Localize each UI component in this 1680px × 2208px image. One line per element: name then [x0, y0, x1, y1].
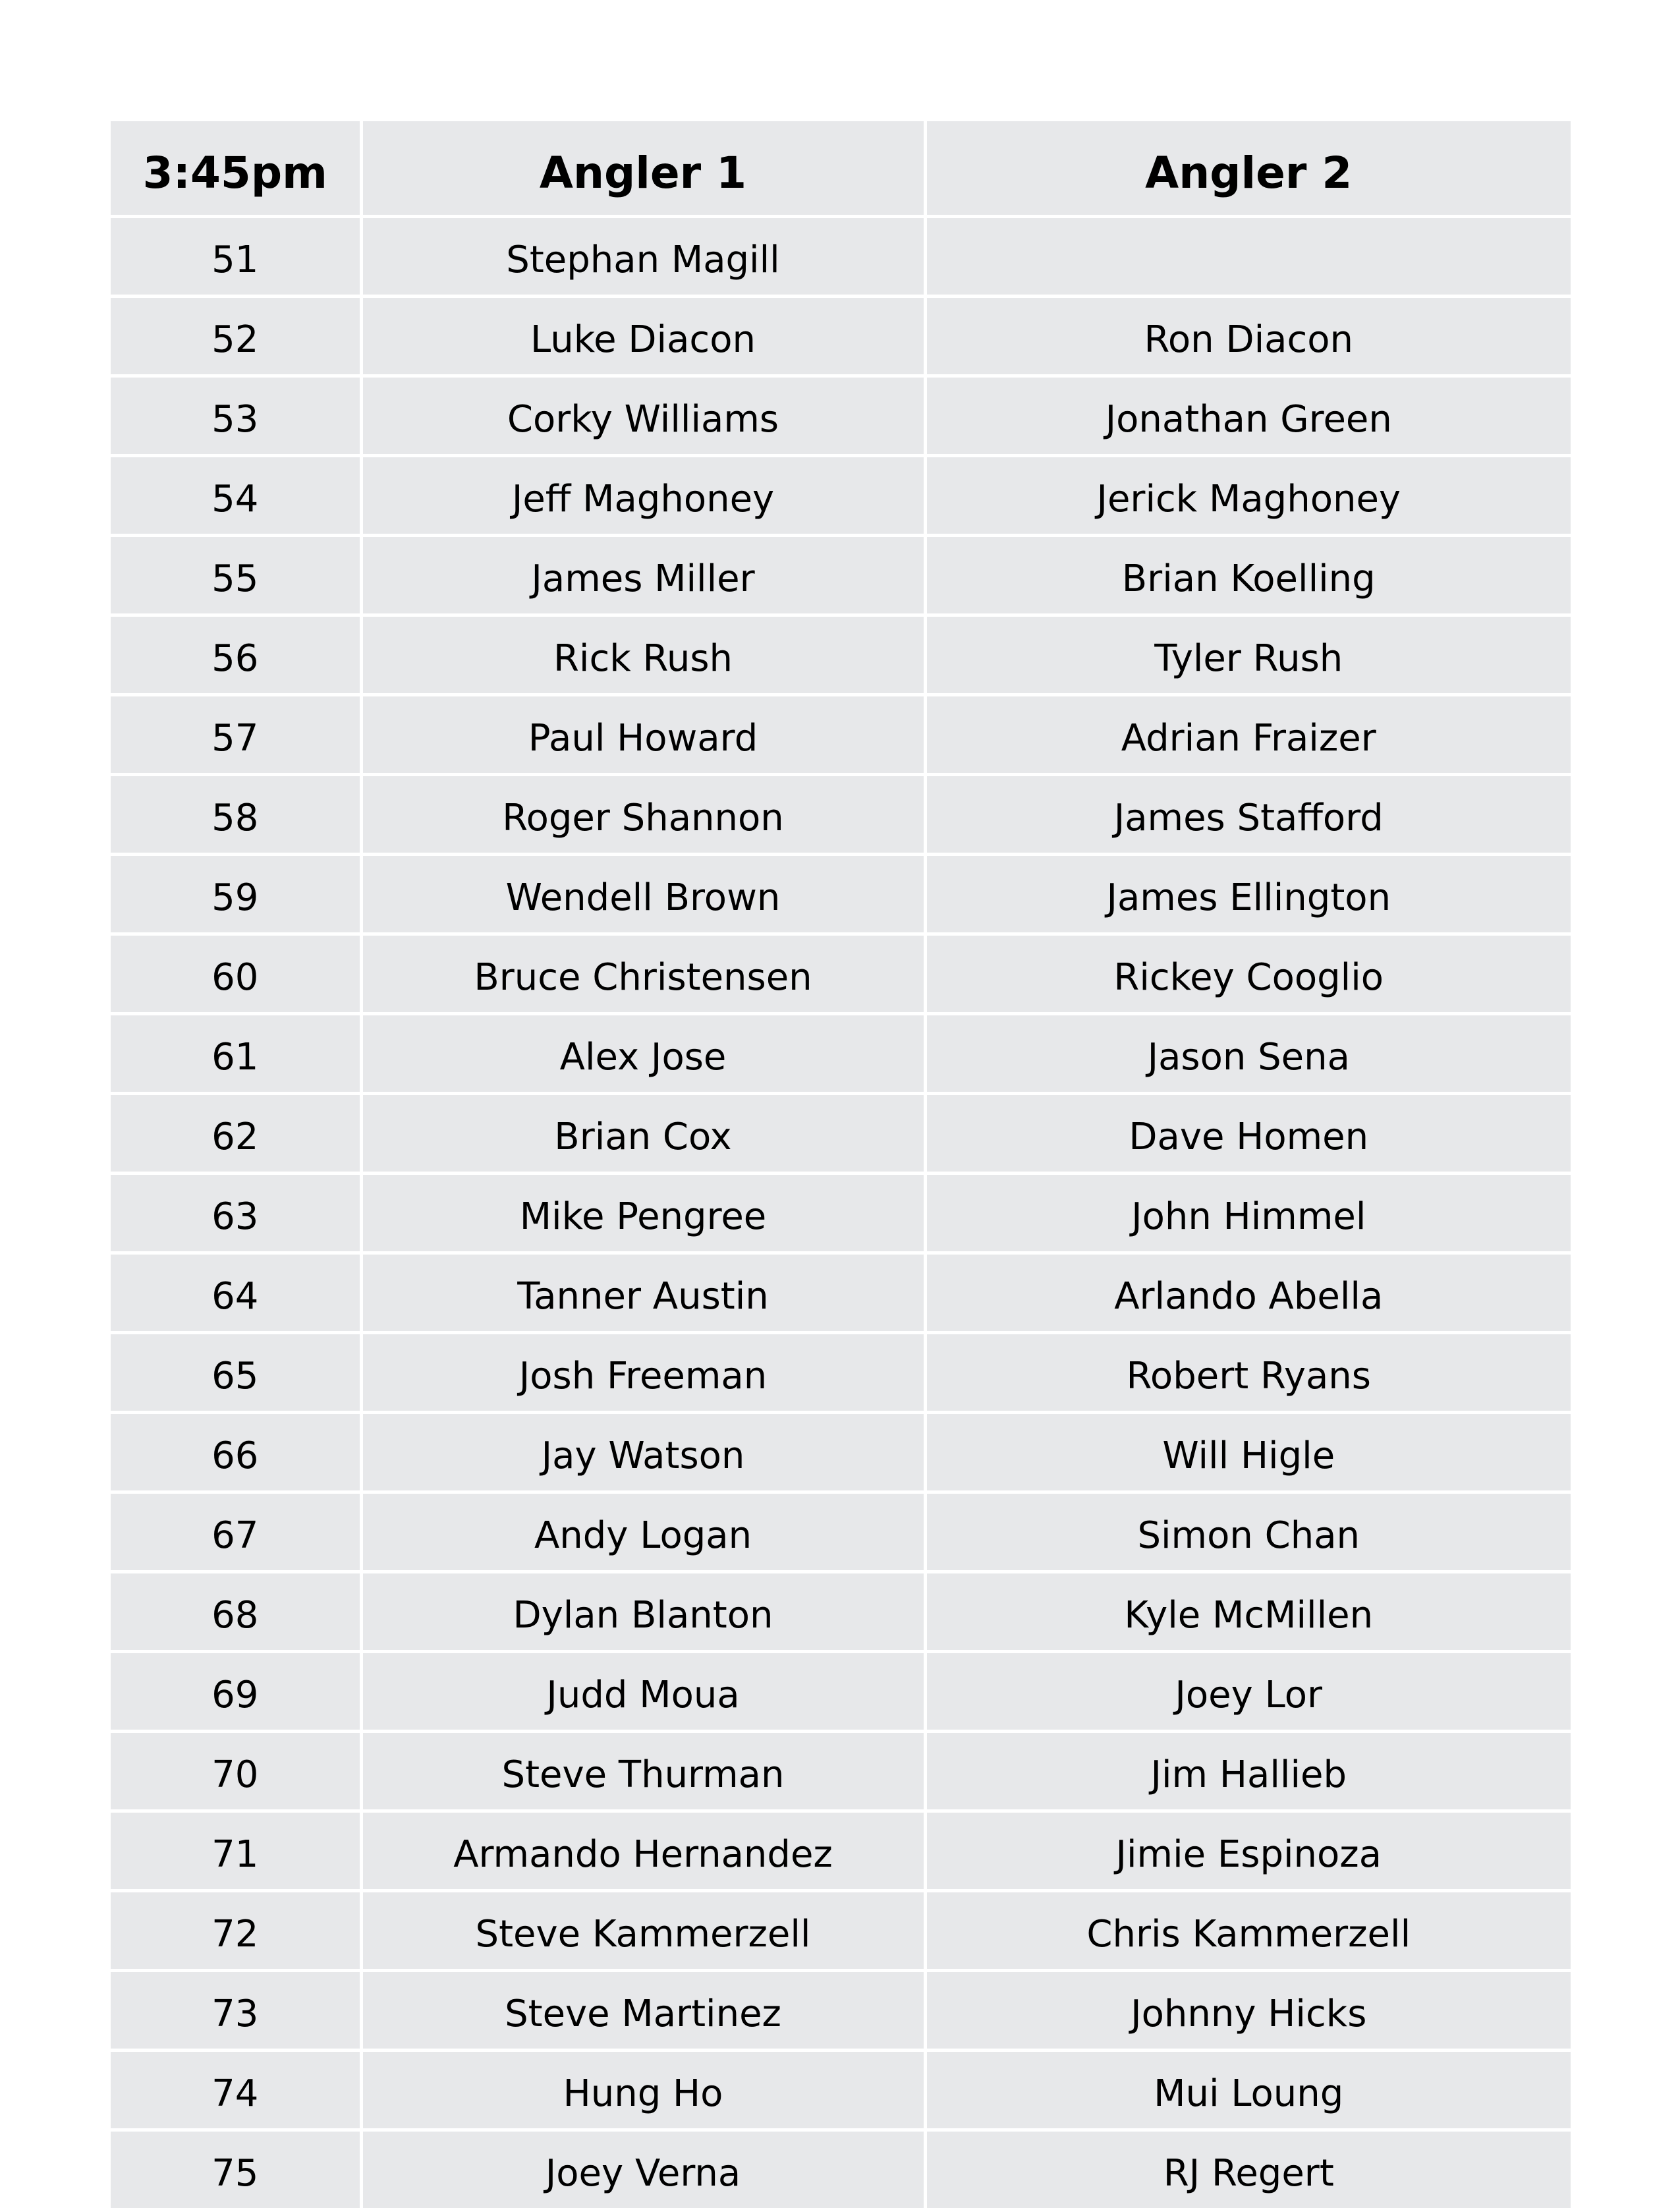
cell-angler-1: Dylan Blanton: [361, 1572, 925, 1652]
cell-angler-1: Rick Rush: [361, 615, 925, 695]
cell-angler-2: Arlando Abella: [925, 1253, 1571, 1333]
cell-number: 57: [111, 695, 361, 775]
document-page: [111, 121, 1571, 2208]
header-angler-2: Angler 2: [925, 121, 1571, 217]
cell-angler-1: James Miller: [361, 536, 925, 615]
header-time: 3:45pm: [111, 121, 361, 217]
cell-number: 71: [111, 1811, 361, 1891]
header-angler-1: Angler 1: [361, 121, 925, 217]
table-row: [111, 695, 1571, 775]
cell-angler-1: Steve Martinez: [361, 1971, 925, 2051]
cell-number: 68: [111, 1572, 361, 1652]
cell-angler-2: Dave Homen: [925, 1094, 1571, 1174]
table-row: [111, 1811, 1571, 1891]
cell-number: 62: [111, 1094, 361, 1174]
cell-number: 60: [111, 934, 361, 1014]
table-row: [111, 1652, 1571, 1732]
cell-number: 53: [111, 376, 361, 456]
cell-angler-1: Alex Jose: [361, 1014, 925, 1094]
cell-angler-1: Joey Verna: [361, 2130, 925, 2208]
table-row: [111, 376, 1571, 456]
cell-angler-1: Bruce Christensen: [361, 934, 925, 1014]
cell-angler-1: Corky Williams: [361, 376, 925, 456]
cell-number: 73: [111, 1971, 361, 2051]
cell-angler-2: RJ Regert: [925, 2130, 1571, 2208]
cell-number: 65: [111, 1333, 361, 1413]
cell-number: 52: [111, 297, 361, 376]
cell-angler-2: Joey Lor: [925, 1652, 1571, 1732]
table-row: [111, 297, 1571, 376]
cell-angler-2: Jim Hallieb: [925, 1732, 1571, 1811]
table-row: [111, 775, 1571, 855]
cell-angler-2: Kyle McMillen: [925, 1572, 1571, 1652]
table-row: [111, 1014, 1571, 1094]
table-row: [111, 456, 1571, 536]
cell-number: 51: [111, 217, 361, 297]
cell-number: 74: [111, 2051, 361, 2130]
cell-angler-2: Rickey Cooglio: [925, 934, 1571, 1014]
cell-angler-1: Luke Diacon: [361, 297, 925, 376]
cell-number: 64: [111, 1253, 361, 1333]
cell-angler-1: Paul Howard: [361, 695, 925, 775]
cell-number: 70: [111, 1732, 361, 1811]
table-row: [111, 1971, 1571, 2051]
header-row: [111, 121, 1571, 217]
table-row: [111, 934, 1571, 1014]
table-row: [111, 1094, 1571, 1174]
cell-angler-2: Jimie Espinoza: [925, 1811, 1571, 1891]
cell-angler-1: Brian Cox: [361, 1094, 925, 1174]
cell-angler-2: Johnny Hicks: [925, 1971, 1571, 2051]
cell-angler-1: Tanner Austin: [361, 1253, 925, 1333]
table-row: [111, 217, 1571, 297]
cell-angler-1: Hung Ho: [361, 2051, 925, 2130]
cell-angler-1: Stephan Magill: [361, 217, 925, 297]
table-row: [111, 1333, 1571, 1413]
cell-number: 66: [111, 1413, 361, 1492]
table-row: [111, 615, 1571, 695]
cell-angler-1: Judd Moua: [361, 1652, 925, 1732]
cell-angler-1: Armando Hernandez: [361, 1811, 925, 1891]
table-row: [111, 2130, 1571, 2208]
cell-angler-1: Roger Shannon: [361, 775, 925, 855]
table-row: [111, 1891, 1571, 1971]
cell-angler-1: Steve Kammerzell: [361, 1891, 925, 1971]
table-header: [111, 121, 1571, 217]
cell-angler-1: Steve Thurman: [361, 1732, 925, 1811]
cell-angler-1: Wendell Brown: [361, 855, 925, 934]
cell-angler-2: Simon Chan: [925, 1492, 1571, 1572]
cell-angler-2: Robert Ryans: [925, 1333, 1571, 1413]
cell-angler-1: Jay Watson: [361, 1413, 925, 1492]
table-row: [111, 2051, 1571, 2130]
table-row: [111, 1253, 1571, 1333]
table-row: [111, 1413, 1571, 1492]
cell-number: 59: [111, 855, 361, 934]
cell-number: 75: [111, 2130, 361, 2208]
cell-angler-2: [925, 217, 1571, 297]
cell-angler-2: Will Higle: [925, 1413, 1571, 1492]
cell-angler-2: Chris Kammerzell: [925, 1891, 1571, 1971]
table-row: [111, 1732, 1571, 1811]
cell-angler-1: Jeff Maghoney: [361, 456, 925, 536]
cell-number: 67: [111, 1492, 361, 1572]
cell-angler-2: James Ellington: [925, 855, 1571, 934]
cell-angler-2: Jonathan Green: [925, 376, 1571, 456]
cell-angler-2: Jerick Maghoney: [925, 456, 1571, 536]
cell-angler-2: Adrian Fraizer: [925, 695, 1571, 775]
cell-number: 55: [111, 536, 361, 615]
cell-angler-2: Brian Koelling: [925, 536, 1571, 615]
table-row: [111, 855, 1571, 934]
cell-number: 69: [111, 1652, 361, 1732]
cell-angler-2: Tyler Rush: [925, 615, 1571, 695]
angler-roster-table: [111, 121, 1571, 2208]
cell-number: 56: [111, 615, 361, 695]
cell-angler-2: John Himmel: [925, 1174, 1571, 1253]
table-row: [111, 1572, 1571, 1652]
table-row: [111, 1492, 1571, 1572]
table-body: [111, 217, 1571, 2208]
table-row: [111, 1174, 1571, 1253]
cell-number: 54: [111, 456, 361, 536]
cell-angler-2: Ron Diacon: [925, 297, 1571, 376]
cell-angler-1: Josh Freeman: [361, 1333, 925, 1413]
cell-number: 63: [111, 1174, 361, 1253]
cell-angler-2: Mui Loung: [925, 2051, 1571, 2130]
cell-angler-2: James Stafford: [925, 775, 1571, 855]
cell-angler-1: Andy Logan: [361, 1492, 925, 1572]
cell-number: 61: [111, 1014, 361, 1094]
cell-angler-2: Jason Sena: [925, 1014, 1571, 1094]
cell-number: 72: [111, 1891, 361, 1971]
table-row: [111, 536, 1571, 615]
cell-number: 58: [111, 775, 361, 855]
cell-angler-1: Mike Pengree: [361, 1174, 925, 1253]
